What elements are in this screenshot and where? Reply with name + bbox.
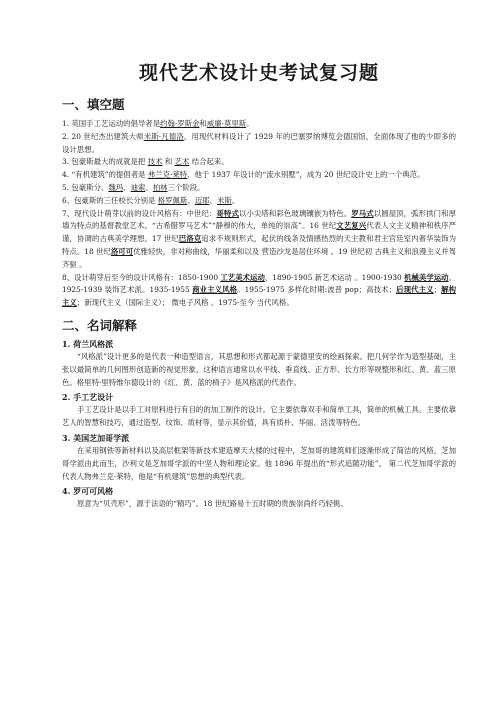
item-text: 1. 英国手工艺运动的倡导者是 (62, 119, 161, 128)
item-text: 以小尖塔和彩色玻璃镶嵌为特色。 (238, 208, 352, 218)
item-text: 8、设计萌芽后至今的设计风格有：1850-1900 (62, 272, 221, 282)
item-text: 。1955-1975 多样化时期:波普 pop；高技术； (237, 285, 396, 295)
answer-blank: 哥特式 (216, 208, 239, 218)
section-heading-terms: 二、名词解释 (62, 317, 138, 333)
item-text: 和 (199, 119, 207, 128)
term-heading: 4. 罗可可风格 (62, 486, 114, 497)
item-text: 。 (231, 195, 240, 205)
term-definition: “风格派”设计更多的是代表一种造型语言，其思想和形式都起源于蒙德里安的绘画探索。把几何学作为造型基础，主张以最简单的几何图形创造新的视觉形象，这种语言通常以水平线、垂直线、正方形、长方形等规整形和红、黄、蓝三原色。格里特·里特维尔德设计的《红、黄、蓝的椅子》是风格派的代表作。 (62, 351, 456, 387)
section-heading-fill-in: 一、填空题 (62, 97, 125, 112)
fill-in-item (62, 195, 456, 208)
item-text: 5. 包豪斯分、 (62, 182, 109, 192)
item-text: ；新现代主义（国际主义）； 微电子风格 。1975-至今 当代风格。 (76, 298, 294, 308)
terms-list (62, 339, 456, 511)
fill-in-item (62, 272, 456, 310)
item-text: 和 (162, 157, 175, 167)
answer-blank: 后现代主义 (395, 285, 434, 295)
item-text: 追求不规则形式，起伏的线条及情感热烈的天主教和君主宫廷室内奢华装饰为特点。18 世纪 (62, 234, 456, 256)
item-text: ，1890-1905 新艺术运动 。1900-1930 (264, 272, 405, 282)
item-text: 2. 20 世纪杰出建筑大师 (62, 131, 144, 141)
answer-blank: 迪索 (130, 182, 146, 192)
item-text: 4. “有机建筑”的提倡者是 (62, 170, 148, 180)
term-definition: 在采用钢铁等新材料以及高层框架等新技术建造摩天大楼的过程中，芝加哥的建筑师们逐渐形成了简洁的风格，芝加哥学派由此而生，沙利文是芝加哥学派的中坚人物和理论家。他 1896 年提出的“形式追随功能”。 第二代芝加哥学派的代表人物弗兰克·莱特，他是“有机建筑”思想的典型代表。 (62, 445, 456, 481)
fill-in-item (62, 156, 456, 169)
answer-blank: 米斯 (216, 195, 232, 205)
answer-blank: 洛可可 (110, 246, 134, 256)
answer-blank: 米斯·凡德洛 (143, 131, 184, 141)
item-text: 。1925-1939 装饰艺术派。1935-1955 (62, 272, 456, 295)
page-title: 现代艺术设计史考试复习题 (138, 62, 379, 84)
term-definition: 原意为“贝壳形”，源于法语的“精巧”。18 世纪路易十五时期的贵族崇尚纤巧轻佻、 (77, 499, 348, 509)
fill-in-item (62, 118, 456, 131)
answer-blank: 弗兰克·莱特 (147, 170, 188, 180)
answer-blank: 罗马式 (351, 208, 374, 218)
answer-blank: 迈耶 (194, 195, 210, 205)
item-text: 三个阶段。 (167, 182, 205, 192)
answer-blank: 巴洛克 (178, 234, 202, 244)
answer-blank: 文艺复兴 (336, 221, 367, 231)
term-definition: 手工艺设计是以手工对原料进行有目的的加工制作的设计。它主要依靠双手和简单工具，简单的机械工具。主要依靠艺人的智慧和技巧，通过造型、纹饰、质材等，显示其价值，具有质朴、华丽、活泼等特色。 (62, 405, 456, 428)
item-text: 代表人文主义精神和秩序严谨，协调的古典美学理想。17 世纪 (62, 221, 456, 244)
item-text: 、 (187, 195, 195, 205)
fill-in-list (62, 118, 456, 310)
item-text: 、 (209, 195, 217, 205)
answer-blank: 格罗佩斯 (157, 195, 188, 205)
item-text: 以圆屋顶，弧形拱门和厚墙为特点的基督教堂艺术。“古希腊罗马艺术”“静穆的伟大，单纯的崇高”。16 世纪 (62, 208, 456, 231)
answer-blank: 约翰·罗斯金 (160, 119, 200, 128)
item-text: 7、现代设计萌芽以前的设计风格有：中世纪： (62, 208, 217, 218)
answer-blank: 艺术 (174, 157, 190, 167)
fill-in-item (62, 182, 456, 195)
item-text: ，他于 1937 年设计的“流水别墅”，成为 20 世纪设计史上的一个典范。 (187, 170, 425, 180)
item-text: 、 (145, 182, 153, 192)
answer-blank: 机械美学运动 (404, 272, 449, 282)
fill-in-item (62, 169, 456, 182)
item-text: 。 (246, 119, 254, 128)
item-text: ； (433, 285, 441, 295)
item-text: 优雅轻快，非对称曲线，华丽柔和以及 营造沙龙是居住环境 。19 世纪初 古典主义和浪漫主义并驾齐驱 。 (62, 246, 456, 269)
answer-blank: 威廉·莫里斯 (206, 119, 247, 128)
answer-blank: 工艺美术运动 (220, 272, 265, 282)
answer-blank: 柏林 (152, 182, 168, 192)
fill-in-item (62, 131, 456, 157)
item-text: 6、包豪斯的三任校长分别是 (62, 195, 158, 205)
term-heading: 3. 美国芝加哥学派 (62, 432, 130, 443)
item-text: ，用现代材料设计了 1929 年的巴塞罗纳博览会德国馆，全面体现了他的少即多的设计思想。 (62, 131, 457, 154)
item-text: 结合起来。 (189, 157, 229, 167)
answer-blank: 魏玛 (108, 182, 124, 192)
term-heading: 2. 手工艺设计 (62, 392, 114, 403)
item-text: 、 (123, 182, 131, 192)
answer-blank: 解构主义 (62, 285, 456, 308)
item-text: 3. 包豪斯最大的成就是把 (62, 157, 148, 167)
term-heading: 1. 荷兰风格派 (62, 338, 114, 349)
answer-blank: 商业主义风格 (192, 285, 238, 295)
answer-blank: 技术 (147, 157, 163, 167)
fill-in-item (62, 208, 456, 272)
